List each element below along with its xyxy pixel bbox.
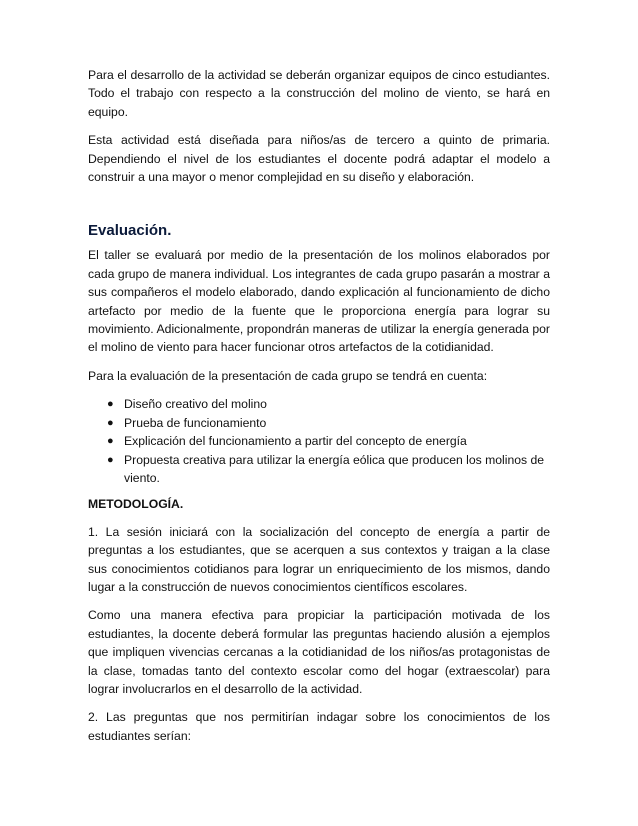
list-item: [88, 451, 550, 488]
evaluation-paragraph-1: El taller se evaluará por medio de la presentación de los molinos elaborados por cada grupo de manera individual. Los integrantes de cada grupo pasarán a mostrar a sus compañeros el modelo elaborado, dando explicación al funcionamiento de dicho artefacto por medio de la fuente que le proporciona energía para lograr su movimiento. Adicionalmente, propondrán maneras de utilizar la energía generada por el molino de viento para hacer funcionar otros artefactos de la cotidianidad.: [88, 248, 550, 355]
evaluation-criteria-list: [88, 395, 550, 487]
evaluation-paragraph-2: Para la evaluación de la presentación de cada grupo se tendrá en cuenta:: [88, 368, 488, 383]
intro-paragraph-1: Para el desarrollo de la actividad se deberán organizar equipos de cinco estudiantes. Todo el trabajo con respecto a la construcción del molino de viento, se hará en equipo.: [88, 68, 550, 119]
criteria-text: Explicación del funcionamiento a partir del concepto de energía: [124, 434, 467, 449]
list-item: [88, 432, 550, 450]
section-spacer: [88, 186, 550, 222]
criteria-text: Diseño creativo del molino: [124, 397, 267, 412]
bullet-icon: ●: [107, 453, 114, 466]
criteria-text: Propuesta creativa para utilizar la energía eólica que producen los molinos de viento.: [124, 452, 545, 485]
methodology-paragraph-1: 1. La sesión iniciará con la socialización del concepto de energía a partir de preguntas a los estudiantes, que se acerquen a sus contextos y traigan a la clase sus conocimientos cotidianos para lograr un enriquecimiento de los mismos, dando lugar a la construcción de nuevos conocimientos científicos escolares.: [88, 524, 550, 594]
evaluation-heading: Evaluación.: [88, 222, 172, 240]
bullet-icon: ●: [107, 435, 114, 448]
methodology-heading: METODOLOGÍA.: [88, 497, 184, 512]
intro-paragraph-2: Esta actividad está diseñada para niños/as de tercero a quinto de primaria. Dependiendo el nivel de los estudiantes el docente podrá adaptar el modelo a construir a una mayor o menor complejidad en su diseño y elaboración.: [88, 133, 550, 185]
document-page: [88, 66, 550, 745]
list-item: [88, 414, 550, 432]
methodology-paragraph-3: 2. Las preguntas que nos permitirían indagar sobre los conocimientos de los estudiantes serían:: [88, 710, 550, 743]
criteria-text: Prueba de funcionamiento: [124, 415, 267, 430]
bullet-icon: ●: [107, 416, 114, 429]
bullet-icon: ●: [107, 398, 114, 411]
list-item: [88, 395, 550, 413]
methodology-paragraph-2: Como una manera efectiva para propiciar la participación motivada de los estudiantes, la docente deberá formular las preguntas haciendo alusión a ejemplos que impliquen vivencias cercanas a la cotidianidad de los niños/as protagonistas de la clase, tomadas tanto del contexto escolar como del hogar (extraescolar) para lograr involucrarlos en el desarrollo de la actividad.: [88, 608, 550, 696]
